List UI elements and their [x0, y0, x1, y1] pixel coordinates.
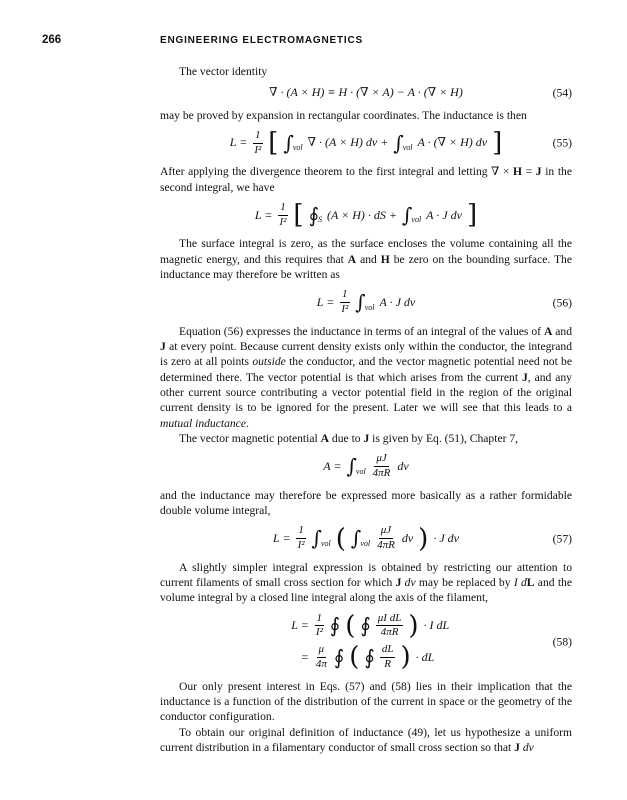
equation-58 [160, 612, 572, 672]
equation-54-body: ∇ · (A × H) ≡ H · (∇ × A) − A · (∇ × H) [269, 85, 463, 100]
equation-divergence-body: L = $\frac{1}{\text{I²}}$ [ ∮ S (A × H) · dS + ∫ vol A · J dv ] [254, 200, 478, 231]
equation-57-body: L = $\frac{1}{\text{I²}}$ ∫ vol ( ∫ vol $\frac{\mu J}{4\pi R}$ dv ) · J dv [273, 523, 459, 554]
equation-56-number: (56) [552, 295, 572, 309]
paragraph-original-definition: To obtain our original definition of inductance (49), let us hypothesize a uniform current distribution in a filamentary conductor of small cross section so that J dv [160, 725, 572, 754]
paragraph-present-interest: Our only present interest in Eqs. (57) and (58) lies in their implication that the inductance is a function of the distribution of the current in space or the geometry of the conductor configuration. [160, 679, 572, 724]
equation-57 [160, 524, 572, 553]
equation-56 [160, 288, 572, 317]
paragraph-proved-by-expansion: may be proved by expansion in rectangular coordinates. The inductance is then [160, 108, 527, 122]
paragraph-equation-56-discussion: Equation (56) expresses the inductance in terms of an integral of the values of A and J at every point. Because current density exists only within the conductor, the integrand is zero at all points outside the conductor, and the vector magnetic potential need not be determined there. The vector potential is that which arises from the current J, and any other current source contributing a vector potential field in the region of the original current density is to be ignored for the present. Later we will see that this leads to a mutual inductance. [160, 324, 572, 430]
running-head: ENGINEERING ELECTROMAGNETICS [160, 35, 363, 46]
equation-58-line1: L = $\frac{1}{\text{I²}}$ ∮ ( ∮ $\frac{\text{μI dL}}{4\pi R}$ ) · I dL [291, 610, 450, 641]
equation-58-stack [283, 612, 449, 672]
equation-55-number: (55) [552, 136, 572, 150]
equation-vector-potential-body: A = ∫ vol $\frac{\mu J}{4\pi R}$ dv [323, 452, 409, 479]
paragraph-vector-identity: The vector identity [179, 65, 268, 78]
equation-54 [160, 85, 572, 100]
equation-56-body: L = $\frac{1}{\text{I²}}$ ∫ vol A · J dv [316, 288, 416, 316]
paragraph-simpler-integral: A slightly simpler integral expression is obtained by restricting our attention to current filaments of small cross section for which J dv may be replaced by I dL and the volume integral by a closed line integral along the axis of the filament, [160, 560, 572, 605]
equation-58-number: (58) [552, 635, 572, 649]
paragraph-surface-integral-zero: The surface integral is zero, as the surface encloses the volume containing all the magnetic energy, and this requires that A and H be zero on the bounding surface. The inductance may therefore be written as [160, 237, 573, 282]
page-number: 266 [42, 34, 62, 46]
equation-55-body: L = $\frac{1}{\text{I²}}$ [ ∫ vol ∇ · (A × H) dv + ∫ vol A · (∇ × H) dv ] [229, 128, 503, 159]
equation-57-number: (57) [552, 531, 572, 545]
equation-58-line2: = $\frac{\mu}{4\pi}$ ∮ ( ∮ $\frac{dL}{R}$ ) · dL [300, 642, 435, 673]
page-content [160, 64, 572, 755]
equation-vector-potential [160, 452, 572, 481]
paragraph-divergence-theorem: After applying the divergence theorem to the first integral and letting ∇ × H = J in the second integral, we have [160, 165, 572, 194]
equation-divergence-result [160, 201, 572, 230]
equation-54-number: (54) [552, 86, 572, 100]
paragraph-vector-potential-intro: The vector magnetic potential A due to J is given by Eq. (51), Chapter 7, [179, 431, 519, 445]
equation-55 [160, 129, 572, 158]
paragraph-double-volume-integral: and the inductance may therefore be expressed more basically as a rather formidable double volume integral, [160, 488, 572, 518]
